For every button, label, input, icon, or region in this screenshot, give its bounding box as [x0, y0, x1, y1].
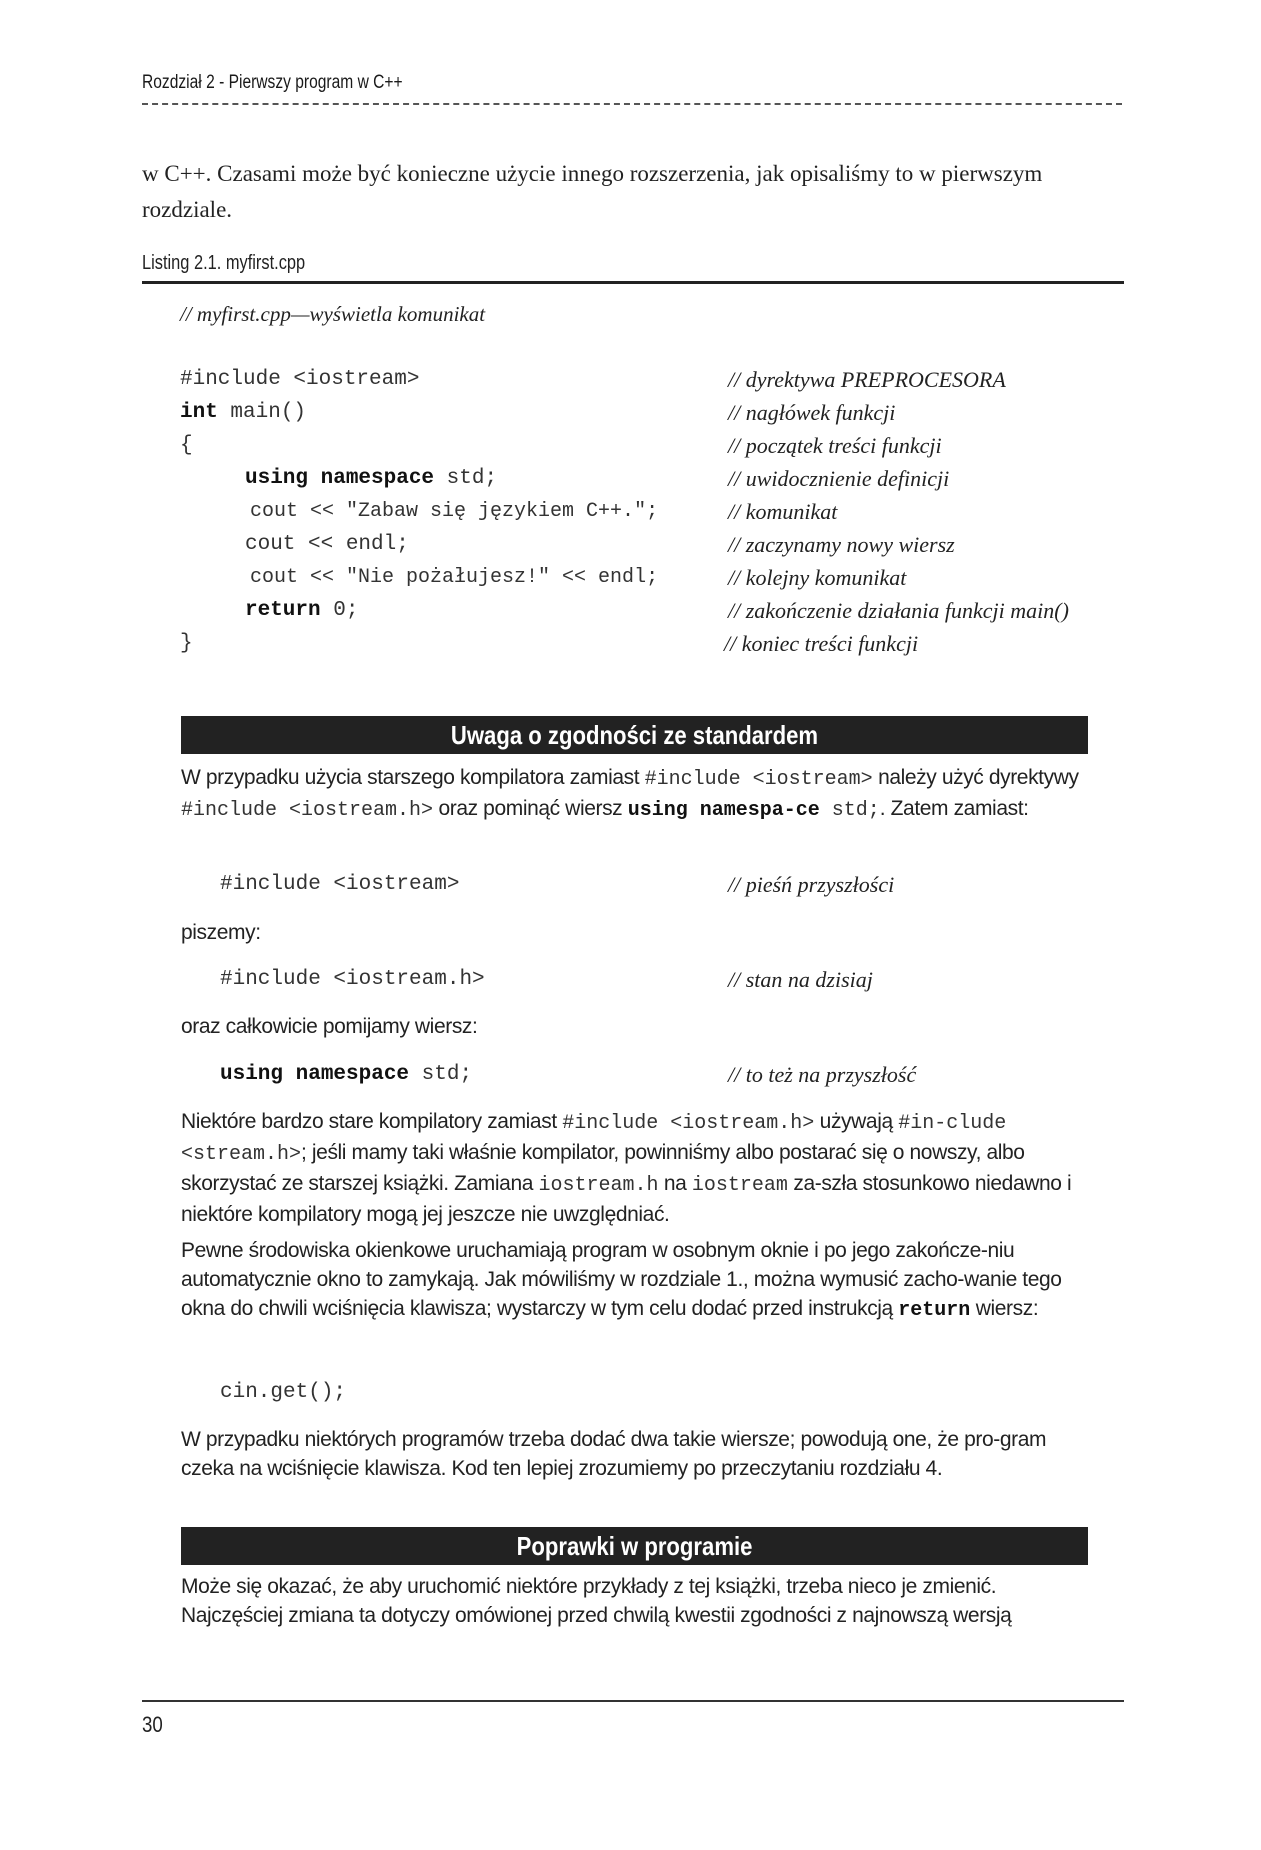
code-line: int main() [180, 401, 307, 424]
section-title: Uwaga o zgodności ze standardem [450, 720, 819, 750]
code-line: cout << "Zabaw się językiem C++."; [250, 500, 659, 523]
note-paragraph: Może się okazać, że aby uruchomić niektóre przykłady z tej książki, trzeba nieco je zmienić. Najczęściej zmiana ta dotyczy omówionej przed chwilą kwestii zgodności z najnowszą wersją [181, 1575, 1012, 1627]
listing-caption: Listing 2.1. myfirst.cpp [142, 252, 306, 274]
code-line: #include <iostream> [180, 368, 420, 391]
code-line: return 0; [245, 599, 359, 622]
page-number: 30 [142, 1712, 163, 1737]
code-example: cin.get(); [220, 1381, 347, 1404]
header-divider [142, 103, 1122, 105]
code-example: using namespace std; [220, 1063, 473, 1086]
footer-divider [142, 1700, 1124, 1702]
note-text: oraz całkowicie pomijamy wiersz: [181, 1015, 478, 1038]
code-comment: // to też na przyszłość [728, 1062, 917, 1087]
code-comment: // komunikat [728, 499, 838, 524]
note-paragraph: Pewne środowiska okienkowe uruchamiają program w osobnym oknie i po jego zakończe-niu automatycznie okno to zamykają. Jak mówiliśmy w rozdziale 1., można wymusić zacho-wanie tego okna do chwili wciśnięcia klawisza; wystarczy w tym celu dodać przed instrukcją return wiersz: [181, 1239, 1062, 1322]
listing-divider [142, 281, 1124, 284]
note-text: piszemy: [181, 921, 261, 944]
code-example: #include <iostream> [220, 873, 460, 896]
code-comment: // pieśń przyszłości [728, 872, 895, 897]
code-comment: // stan na dzisiaj [728, 967, 873, 992]
code-line: using namespace std; [245, 467, 498, 490]
section-title: Poprawki w programie [516, 1531, 753, 1561]
code-comment: // dyrektywa PREPROCESORA [728, 367, 1006, 392]
note-paragraph: W przypadku niektórych programów trzeba dodać dwa takie wiersze; powodują one, że pro-gram czeka na wciśnięcie klawisza. Kod ten lepiej zrozumiemy po przeczytaniu rozdziału 4. [181, 1428, 1047, 1480]
running-header: Rozdział 2 - Pierwszy program w C++ [142, 72, 403, 93]
code-line: } [180, 632, 193, 655]
code-comment: // nagłówek funkcji [728, 400, 896, 425]
code-comment: // uwidocznienie definicji [728, 466, 950, 491]
note-paragraph: Niektóre bardzo stare kompilatory zamiast #include <iostream.h> używają #in-clude <stream.h>; jeśli mamy taki właśnie kompilator, powinniśmy albo postarać się o nowszy, albo skorzystać ze starszej książki. Zamiana iostream.h na iostream za-szła stosunkowo niedawno i niektóre kompilatory mogą jej jeszcze nie uwzględniać. [181, 1110, 1072, 1226]
note-paragraph: W przypadku użycia starszego kompilatora zamiast #include <iostream> należy użyć dyrektywy #include <iostream.h> oraz pominąć wiersz using namespa-ce std;. Zatem zamiast: [181, 766, 1079, 822]
section-header-corrections [181, 1527, 1088, 1565]
code-line: { [180, 434, 193, 457]
code-example: #include <iostream.h> [220, 968, 485, 991]
code-comment: // początek treści funkcji [728, 433, 942, 458]
code-line: cout << "Nie pożałujesz!" << endl; [250, 566, 659, 589]
code-comment: // koniec treści funkcji [724, 631, 919, 656]
section-header-compatibility [181, 716, 1088, 754]
code-comment: // kolejny komunikat [728, 565, 907, 590]
intro-paragraph: w C++. Czasami może być konieczne użycie innego rozszerzenia, jak opisaliśmy to w pierwszym rozdziale. [142, 161, 1043, 222]
code-line: cout << endl; [245, 533, 409, 556]
listing-file-comment: // myfirst.cpp—wyświetla komunikat [180, 302, 486, 326]
code-comment: // zaczynamy nowy wiersz [728, 532, 955, 557]
code-comment: // zakończenie działania funkcji main() [728, 598, 1069, 623]
